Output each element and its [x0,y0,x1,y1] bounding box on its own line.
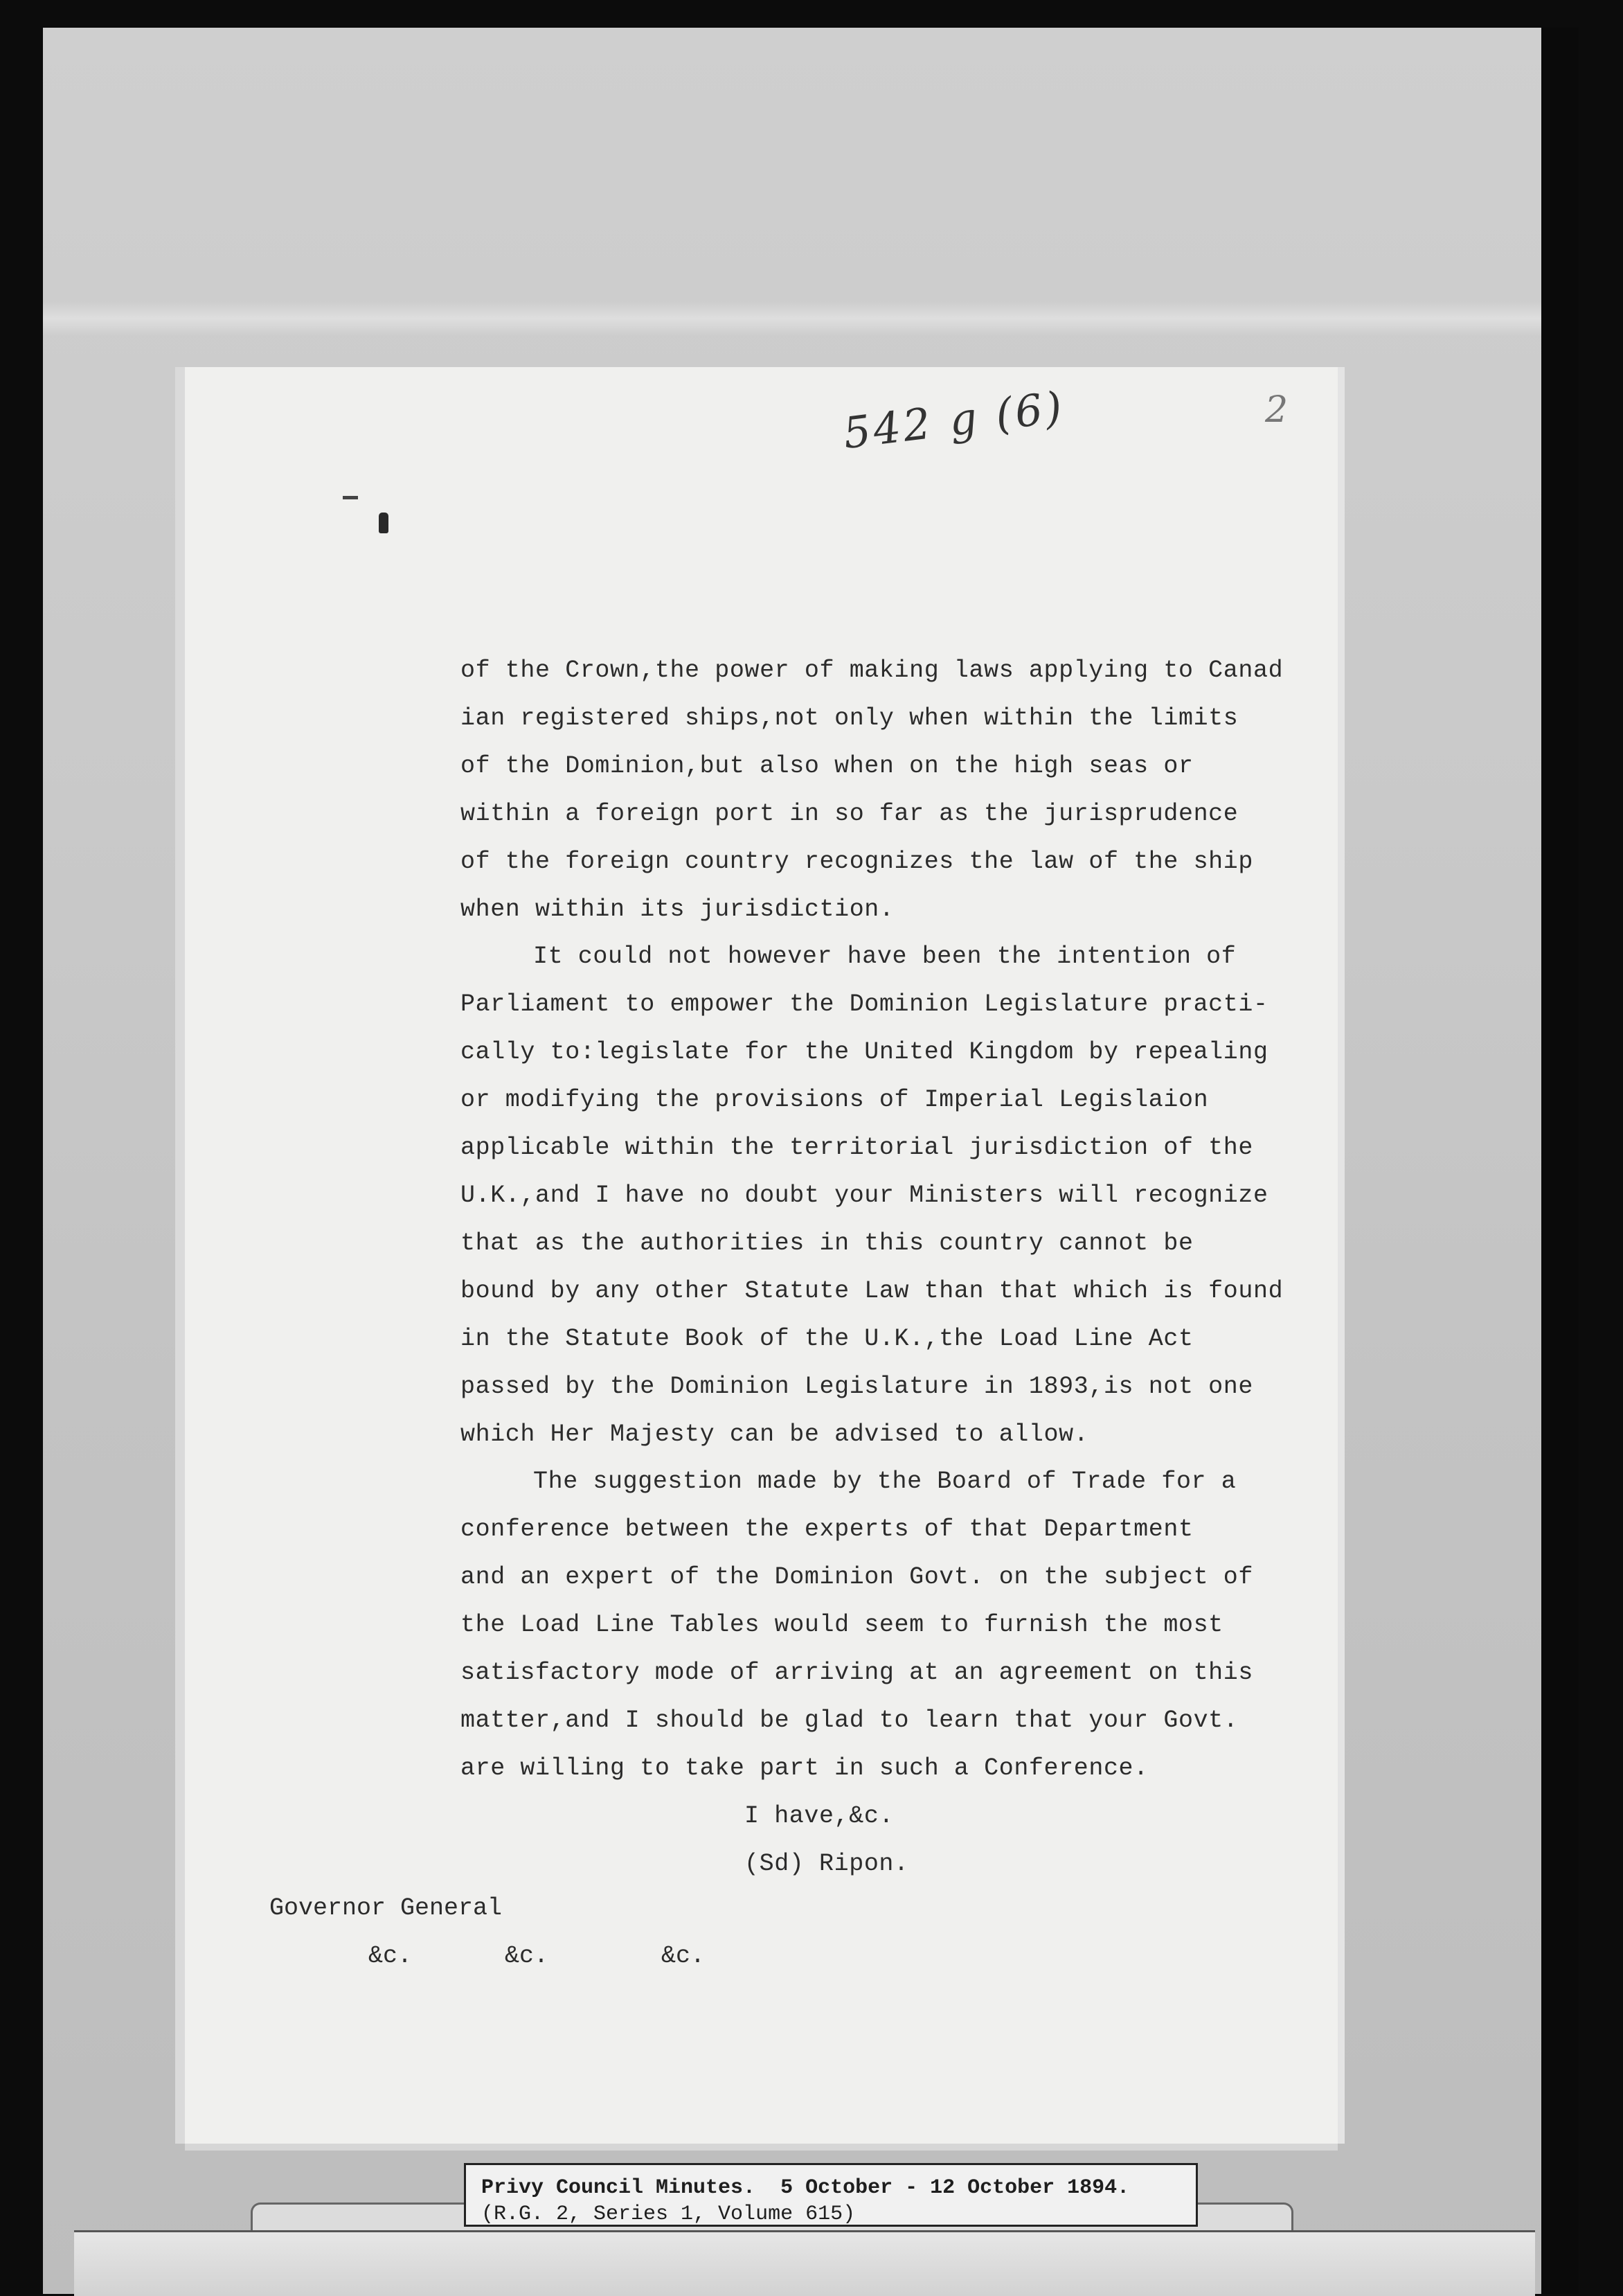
addressee: Governor General [269,1894,503,1922]
closing-line: I have,&c. [744,1801,895,1830]
archive-number: 542 g (6) [840,381,1068,459]
archive-label-line1: Privy Council Minutes. 5 October - 12 October 1894. [481,2176,1130,2200]
etc-2: &c. [505,1942,549,1970]
letter-line: ian registered ships,not only when within the limits [460,704,1239,732]
letter-line: that as the authorities in this country cannot be [460,1229,1194,1257]
letter-line: applicable within the territorial jurisdiction of the [460,1134,1253,1162]
page-number: 2 [1265,389,1289,431]
letter-line: conference between the experts of that Department [460,1515,1194,1544]
letter-lines [460,647,1284,1792]
microfilm-mount [43,28,1579,2294]
letter-line: Parliament to empower the Dominion Legislature practi- [460,990,1268,1019]
ink-blot [379,513,388,533]
letter-line: and an expert of the Dominion Govt. on the subject of [460,1563,1253,1592]
letter-line: matter,and I should be glad to learn that your Govt. [460,1706,1239,1734]
letter-body [460,647,1284,1888]
letter-line: cally to:legislate for the United Kingdom by repealing [460,1038,1268,1067]
letter-line: U.K.,and I have no doubt your Ministers will recognize [460,1181,1268,1209]
letter-line: or modifying the provisions of Imperial Legislaion [460,1086,1209,1114]
archive-label-line2: (R.G. 2, Series 1, Volume 615) [481,2202,856,2226]
letter-line: bound by any other Statute Law than that which is found [460,1276,1284,1305]
letter-line: passed by the Dominion Legislature in 1893,is not one [460,1372,1253,1400]
document-page [185,367,1338,2144]
film-tray [74,2230,1535,2296]
letter-line: the Load Line Tables would seem to furnish the most [460,1611,1223,1639]
letter-line: within a foreign port in so far as the jurisprudence [460,799,1239,828]
letter-line: It could not however have been the intention of [533,943,1237,971]
letter-line: of the foreign country recognizes the law of the ship [460,847,1253,875]
letter-line: in the Statute Book of the U.K.,the Load Line Act [460,1324,1194,1353]
letter-line: which Her Majesty can be advised to allow. [460,1420,1089,1448]
archive-label [464,2163,1198,2227]
letter-line: satisfactory mode of arriving at an agreement on this [460,1659,1253,1687]
letter-line: are willing to take part in such a Conference. [460,1754,1149,1782]
ink-mark [343,496,358,499]
letter-line: The suggestion made by the Board of Trade for a [533,1468,1237,1496]
signature-line: (Sd) Ripon. [744,1849,909,1878]
light-band [43,301,1579,336]
etc-3: &c. [661,1942,706,1970]
letter-line: of the Dominion,but also when on the high seas or [460,751,1194,780]
etc-1: &c. [368,1942,413,1970]
letter-line: when within its jurisdiction. [460,895,895,923]
letter-line: of the Crown,the power of making laws applying to Canad [460,657,1284,684]
film-edge [1541,28,1579,2294]
